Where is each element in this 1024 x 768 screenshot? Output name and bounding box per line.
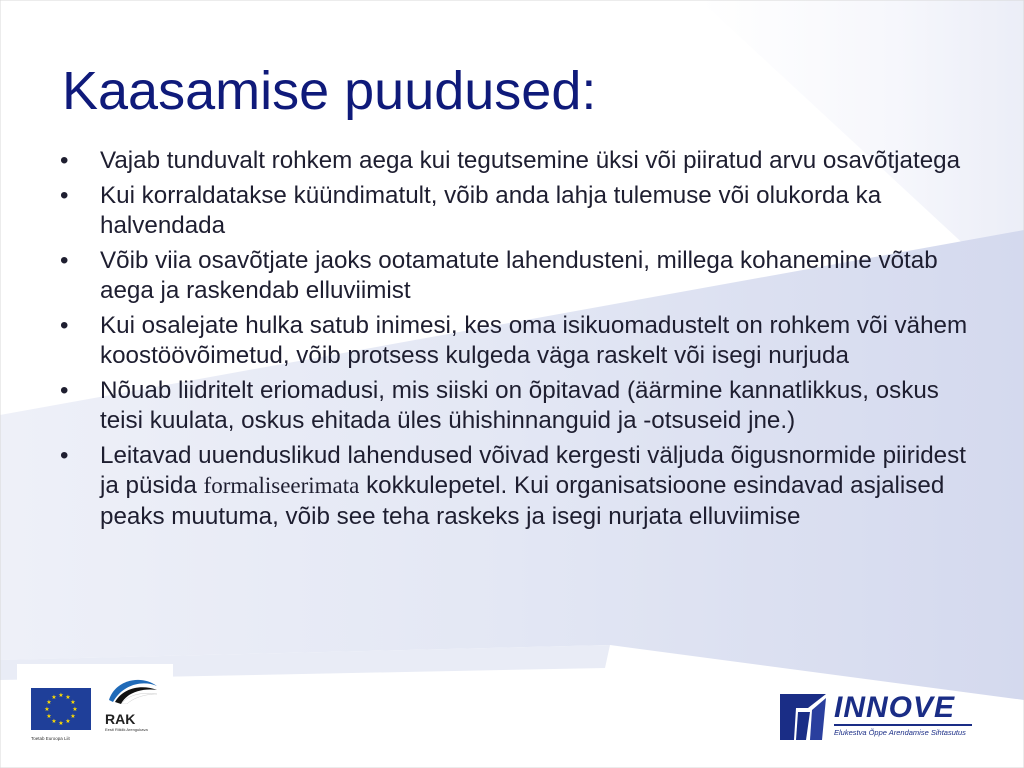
innove-subtitle: Elukestva Õppe Arendamise Sihtasutus [834,728,966,737]
partner-logos [17,664,173,750]
eu-caption: Toetab Euroopa Liit [31,736,70,741]
bullet-marker: • [60,246,69,274]
svg-text:★: ★ [46,713,52,720]
rak-name: RAK [105,711,136,727]
rak-swoosh-icon [105,674,159,704]
bullet-marker: • [60,311,69,339]
bullet-text-part: Leitavad uuenduslikud lahendused võivad kergesti väljuda õigusnormide piiridest ja püsida [100,441,966,499]
bullet-item [58,181,973,242]
svg-text:★: ★ [58,720,64,727]
svg-text:★: ★ [51,694,57,701]
bullet-marker: • [60,441,69,469]
rak-caption: Eesti Riiklik Arengukava [105,727,148,732]
bullet-text: Nõuab liidritelt eriomadusi, mis siiski on õpitavad (äärmine kannatlikkus, oskus teisi kuulata, oskus ehitada üles ühishinnanguid ja -otsuseid jne.) [100,376,939,434]
innove-emblem-icon [776,690,830,744]
innove-underline [834,724,972,726]
bullet-text: Võib viia osavõtjate jaoks ootamatute lahendusteni, millega kohanemine võtab aega ja raskendab elluviimist [100,246,938,304]
bullet-text: Kui korraldatakse küündimatult, võib anda lahja tulemuse või olukorda ka halvendada [100,181,882,239]
bullet-marker: • [60,376,69,404]
bullet-text-serif: formaliseerimata [203,473,360,498]
innove-logo [776,690,986,746]
svg-text:★: ★ [58,692,64,699]
svg-text:★: ★ [44,706,50,713]
svg-text:★: ★ [51,718,57,725]
bullet-item [58,146,973,177]
svg-text:★: ★ [72,706,78,713]
slide-title: Kaasamise puudused: [62,61,597,121]
innove-name: INNOVE [834,691,956,724]
svg-text:★: ★ [65,718,71,725]
svg-text:★: ★ [70,699,76,706]
bullet-text: Kui osalejate hulka satub inimesi, kes oma isikuomadustelt on rohkem või vähem koostöövõimetud, võib protsess kulgeda väga raskelt või isegi nurjuda [100,311,968,369]
eu-flag-icon [31,688,91,730]
bullet-text-part: kokkulepetel. Kui organisatsioone esindavad asjalised peaks muutuma, võib see teha raskeks ja isegi nurjata elluviimise [100,472,945,530]
bullet-text: Vajab tunduvalt rohkem aega kui tegutsemine üksi või piiratud arvu osavõtjatega [100,147,961,174]
bullet-marker: • [60,147,69,174]
bullet-item [58,376,973,437]
bullet-item [58,311,973,372]
svg-text:★: ★ [70,713,76,720]
svg-text:★: ★ [65,694,71,701]
bullet-marker: • [60,181,69,209]
eu-logo [31,688,91,741]
bullet-list [58,146,973,536]
svg-text:★: ★ [46,699,52,706]
bullet-item [58,441,973,533]
rak-logo [105,674,165,744]
bullet-item [58,246,973,307]
